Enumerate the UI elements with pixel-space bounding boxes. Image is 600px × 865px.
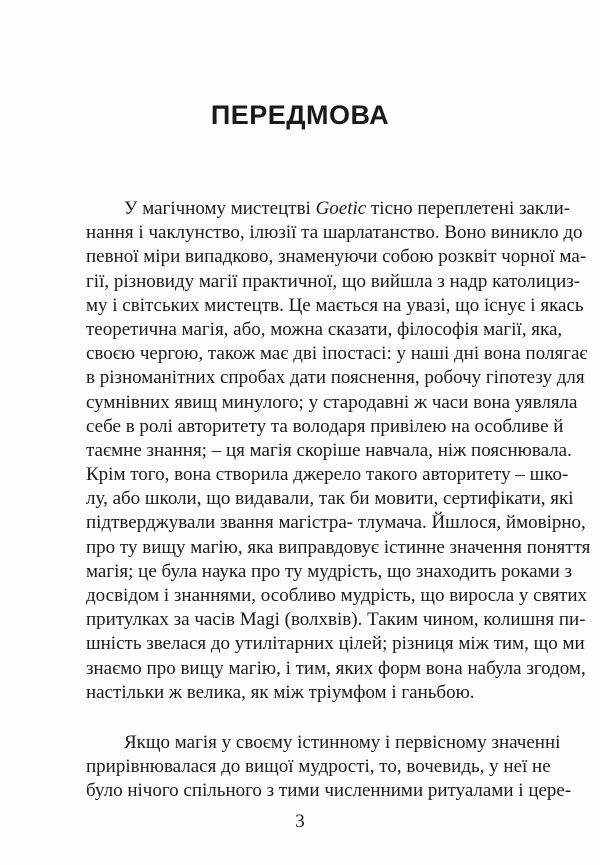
text-line: лу, або школи, що видавали, так би мовити, сертифікати, які bbox=[86, 488, 574, 510]
text-line: було нічого спільного з тими численними ритуалами і цере- bbox=[86, 780, 572, 802]
text-line: настільки ж велика, як між тріумфом і ганьбою. bbox=[86, 681, 475, 703]
text-line: таємне знання; – ця магія скоріше навчала, ніж пояснювала. bbox=[86, 439, 572, 461]
text-line: гії, різновиду магії практичної, що вийшла з надр католициз- bbox=[86, 270, 581, 292]
text-line: в різноманітних спробах дати пояснення, робочу гіпотезу для bbox=[86, 367, 585, 389]
text-line: У магічному мистецтві Goetic тісно переплетені закли- bbox=[124, 198, 571, 219]
text-line: досвідом і знаннями, особливо мудрість, що виросла у святих bbox=[86, 585, 588, 606]
text-line: про ту вищу магію, яка виправдовує істинне значення поняття bbox=[86, 536, 591, 558]
text-line: сумнівних явищ минулого; у стародавні ж часи вона уявляла bbox=[86, 391, 578, 413]
text-line: притулках за часів Magi (волхвів). Таким чином, колишня пи- bbox=[86, 609, 586, 631]
text-line: теоретична магія, або, можна сказати, філософія магії, яка, bbox=[86, 318, 563, 340]
text-line: своєю чергою, також має дві іпостасі: у наші дні вона полягає bbox=[86, 343, 588, 365]
text-line: Крім того, вона створила джерело такого авторитету – шко- bbox=[86, 464, 569, 486]
paragraph-1 bbox=[86, 197, 591, 705]
paragraph-2 bbox=[86, 731, 572, 804]
text-line: шність звелася до утилітарних цілей; різниця між тим, що ми bbox=[86, 633, 585, 655]
text-line: підтверджували звання магістра- тлумача. Йшлося, ймовірно, bbox=[86, 512, 586, 534]
text-line: Якщо магія у своєму істинному і первісному значенні bbox=[124, 732, 561, 753]
text-line: прирівнювалася до вищої мудрості, то, вочевидь, у неї не bbox=[86, 756, 551, 778]
text-line: магія; це була наука про ту мудрість, що знаходить роками з bbox=[86, 560, 573, 582]
text-line: певної міри випадково, знаменуючи собою розквіт чорної ма- bbox=[86, 246, 587, 268]
italic-term: Goetic bbox=[315, 198, 367, 219]
page-number: 3 bbox=[295, 811, 305, 832]
chapter-title: ПЕРЕДМОВА bbox=[210, 100, 390, 130]
text-line: му і світських мистецтв. Це мається на увазі, що існує і якась bbox=[86, 294, 584, 316]
text-line: знаємо про вищу магію, і тим, яких форм вона набула згодом, bbox=[86, 657, 586, 679]
text-line: себе в ролі авторитету та володаря привілею на особливе й bbox=[86, 415, 564, 437]
text-line: нання і чаклунство, ілюзії та шарлатанство. Воно виникло до bbox=[86, 222, 583, 244]
